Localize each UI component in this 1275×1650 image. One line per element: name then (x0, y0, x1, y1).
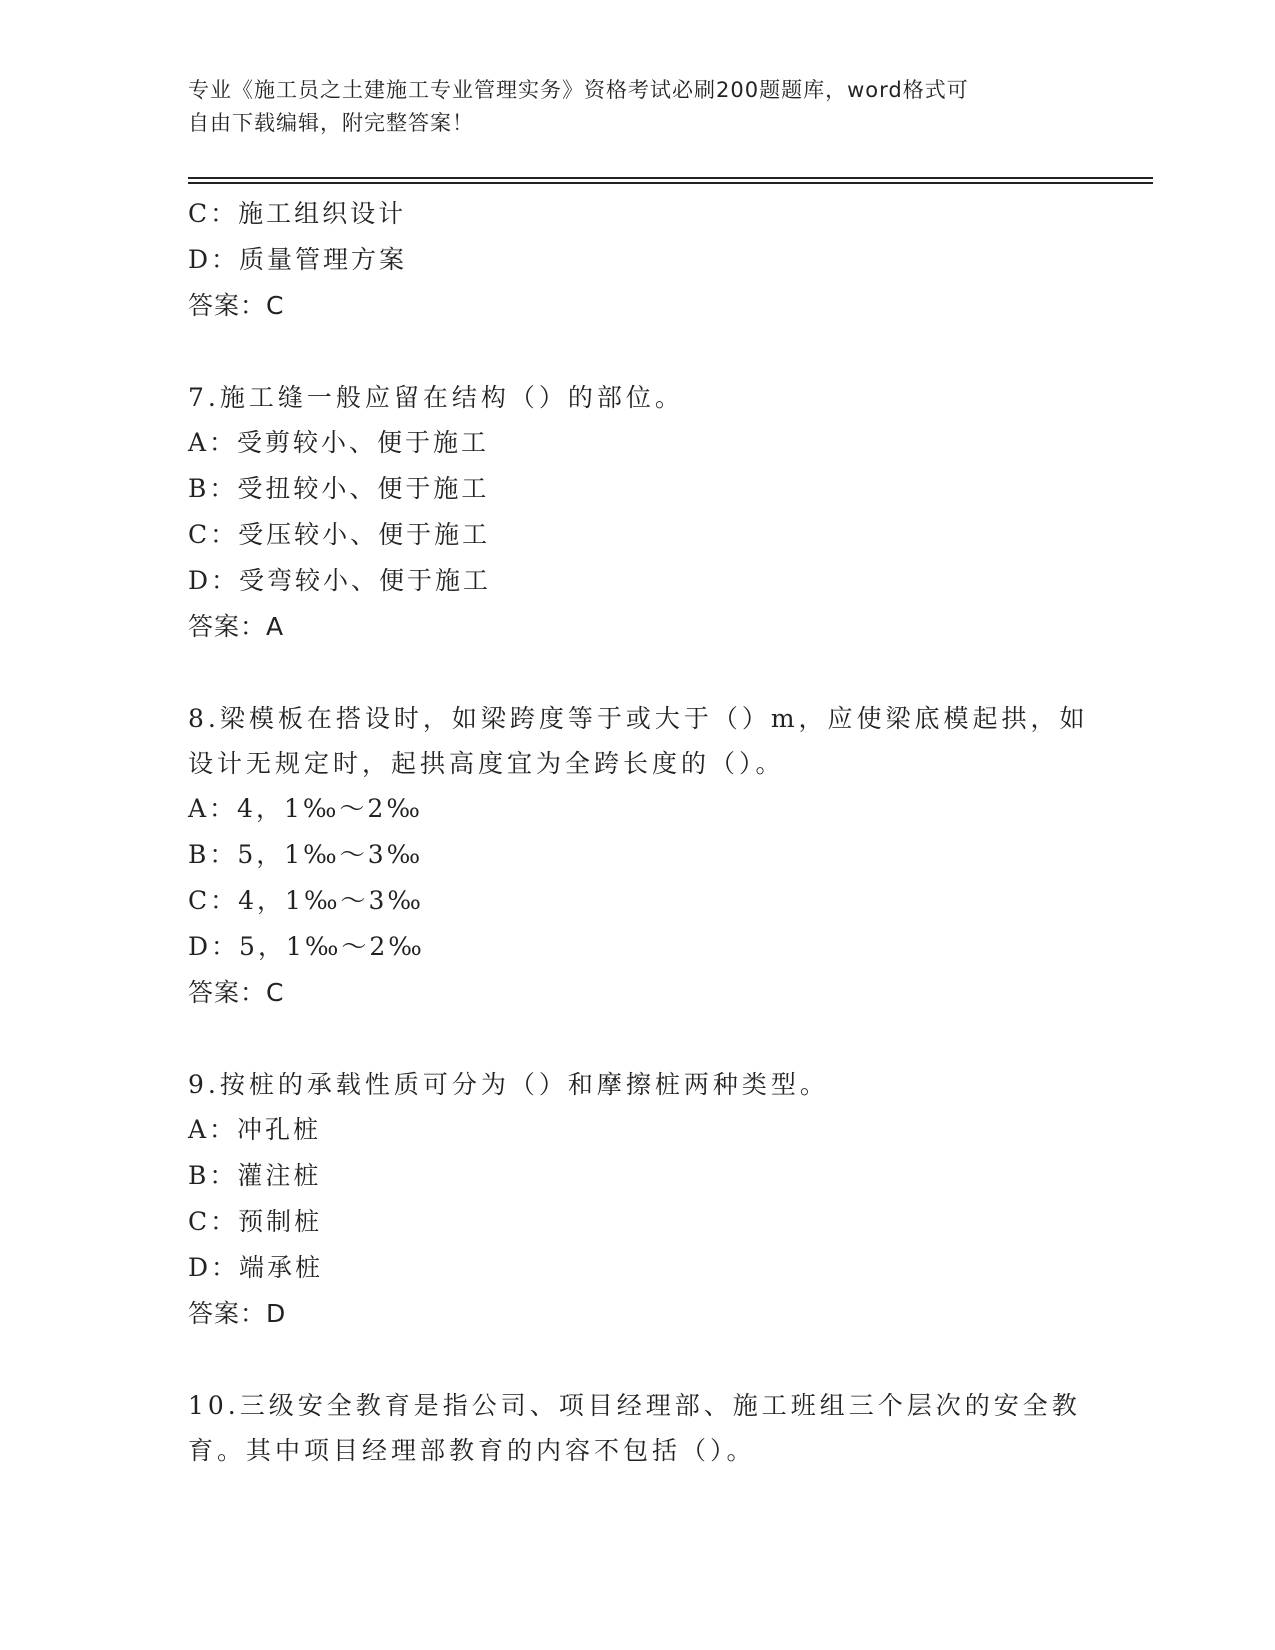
question-stem: 9.按桩的承载性质可分为（）和摩擦桩两种类型。 (188, 1070, 829, 1099)
answer-line: 答案：D (188, 1299, 287, 1328)
question-10 (188, 1383, 1088, 1473)
document-header (188, 74, 1088, 140)
spacer (188, 329, 1088, 375)
header-divider-bottom (188, 182, 1153, 184)
question-8 (188, 696, 1088, 1016)
spacer (188, 1337, 1088, 1383)
question-stem-continued: 育。其中项目经理部教育的内容不包括（）。 (188, 1436, 756, 1465)
option-c: C：预制桩 (188, 1207, 323, 1236)
option-b: B：受扭较小、便于施工 (188, 474, 490, 503)
header-divider-top (188, 177, 1153, 179)
question-stem-continued: 设计无规定时，起拱高度宜为全跨长度的（）。 (188, 749, 785, 778)
option-d: D：5，1‰～2‰ (188, 932, 425, 961)
option-b: B：5，1‰～3‰ (188, 840, 424, 869)
question-9 (188, 1062, 1088, 1337)
spacer (188, 1016, 1088, 1062)
answer-line: 答案：A (188, 612, 285, 641)
option-b: B：灌注桩 (188, 1161, 322, 1190)
option-c: C：4，1‰～3‰ (188, 886, 424, 915)
option-a: A：冲孔桩 (188, 1115, 322, 1144)
header-title-line-2: 自由下载编辑，附完整答案！ (188, 111, 474, 135)
header-title-line-1: 专业《施工员之土建施工专业管理实务》资格考试必刷200题题库，word格式可 (188, 78, 969, 102)
question-7 (188, 375, 1088, 650)
option-d: D：端承桩 (188, 1253, 324, 1282)
option-c: C：施工组织设计 (188, 199, 407, 228)
answer-line: 答案：C (188, 978, 285, 1007)
option-d: D：受弯较小、便于施工 (188, 566, 492, 595)
answer-line: 答案：C (188, 291, 285, 320)
spacer (188, 650, 1088, 696)
option-a: A：受剪较小、便于施工 (188, 428, 490, 457)
question-stem: 8.梁模板在搭设时，如梁跨度等于或大于（）m，应使梁底模起拱，如 (188, 704, 1089, 733)
question-stem: 7.施工缝一般应留在结构（）的部位。 (188, 383, 684, 412)
option-c: C：受压较小、便于施工 (188, 520, 491, 549)
document-body (188, 191, 1088, 1473)
option-d: D：质量管理方案 (188, 245, 408, 274)
question-stem: 10.三级安全教育是指公司、项目经理部、施工班组三个层次的安全教 (188, 1391, 1081, 1420)
option-a: A：4，1‰～2‰ (188, 794, 423, 823)
